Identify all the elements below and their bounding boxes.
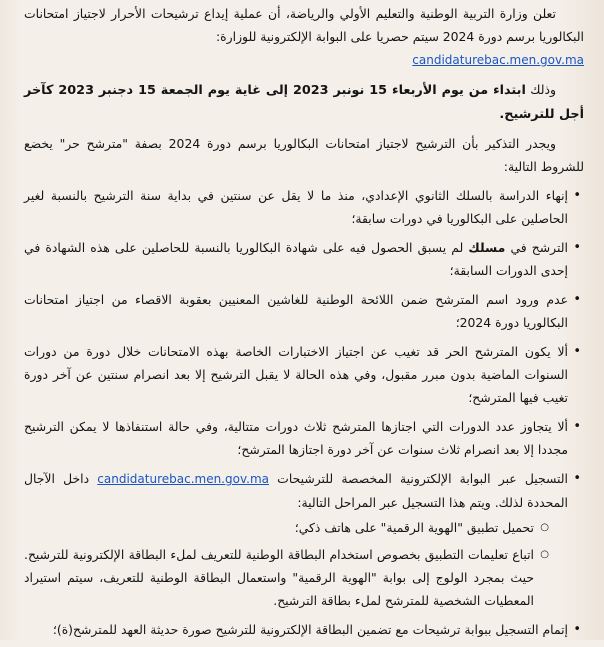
- intro-paragraph: [24, 2, 584, 72]
- portal-link[interactable]: candidaturebac.men.gov.ma: [412, 53, 584, 67]
- condition-item: [24, 236, 568, 282]
- condition-item: • إتمام التسجيل ببوابة ترشيحات مع تضمين البطاقة الإلكترونية للترشيح صورة حديثة العهد للمترشح(ة)؛: [24, 618, 568, 641]
- condition-item: [24, 467, 568, 612]
- deadline-dates: ابتداء من يوم الأربعاء 15 نونبر 2023 إلى غاية يوم الجمعة 15 دجنبر 2023 كآخر أجل للترشيح.: [24, 83, 584, 122]
- condition-item: • ألا يكون المترشح الحر قد تغيب عن اجتياز الاختبارات الخاصة بهذه الامتحانات خلال دورة من دورات السنوات الماضية بدون مبرر مقبول، وفي هذه الحالة لا يقبل الترشيح إلا بعد انصرام سنتين عن آخر دورة تغيب فيها المترشح؛: [24, 340, 568, 409]
- registration-steps-list: [24, 516, 568, 612]
- conditions-intro: ويجدر التذكير بأن الترشيح لاجتياز امتحانات البكالوريا برسم دورة 2024 بصفة "مترشح حر" يخضع للشروط التالية:: [24, 136, 584, 174]
- portal-link-inline[interactable]: candidaturebac.men.gov.ma: [97, 472, 269, 486]
- announcement-document: [24, 2, 584, 647]
- condition-text: لم يسبق الحصول فيه على شهادة البكالوريا بالنسبة للحاصلين على هذه الشهادة في إحدى الدورات السابقة؛: [24, 240, 568, 278]
- registration-step: ○ تحميل تطبيق "الهوية الرقمية" على هاتف ذكي؛: [24, 516, 534, 539]
- condition-item: • ألا يتجاوز عدد الدورات التي اجتازها المترشح ثلاث دورات متتالية، وفي حالة استنفاذها لا يمكن الترشيح مجددا إلا بعد انصرام ثلاث سنوات عن آخر دورة اجتازها المترشح؛: [24, 415, 568, 461]
- condition-text: الترشح في: [510, 240, 568, 255]
- registration-step: ○ اتباع تعليمات التطبيق بخصوص استخدام البطاقة الوطنية للتعريف لملء البطاقة الإلكترونية للترشيح. حيث بمجرد الولوج إلى بوابة "الهوية الرقمية" واستعمال البطاقة الوطنية للتعريف، سيتم استيراد المعطيات الشخصية للمترشح لملء بطاقة الترشيح.: [24, 543, 534, 612]
- decorative-border-left: [0, 0, 20, 640]
- condition-item: • عدم ورود اسم المترشح ضمن اللائحة الوطنية للغاشين المعنيين بعقوبة الاقصاء من اجتياز امتحانات البكالوريا دورة 2024؛: [24, 288, 568, 334]
- condition-bold-word: مسلك: [468, 240, 506, 255]
- conditions-list: [24, 184, 584, 641]
- condition-item: • إنهاء الدراسة بالسلك الثانوي الإعدادي، منذ ما لا يقل عن سنتين في بداية سنة الترشيح بالنسبة لغير الحاصلين على البكالوريا في دورات سابقة؛: [24, 184, 568, 230]
- condition-text: التسجيل عبر البوابة الإلكترونية المخصصة للترشيحات: [277, 471, 568, 486]
- intro-text: تعلن وزارة التربية الوطنية والتعليم الأولي والرياضة، أن عملية إيداع ترشيحات الأحرار لاجتياز امتحانات البكالوريا برسم دورة 2024 سيتم حصريا على البوابة الإلكترونية للوزارة:: [24, 6, 584, 44]
- deadline-prefix: وذلك: [530, 82, 557, 97]
- deadline-paragraph: [24, 78, 584, 126]
- condition-text: داخل الآجال المحددة لذلك. ويتم هذا التسجيل عبر المراحل التالية:: [24, 471, 568, 510]
